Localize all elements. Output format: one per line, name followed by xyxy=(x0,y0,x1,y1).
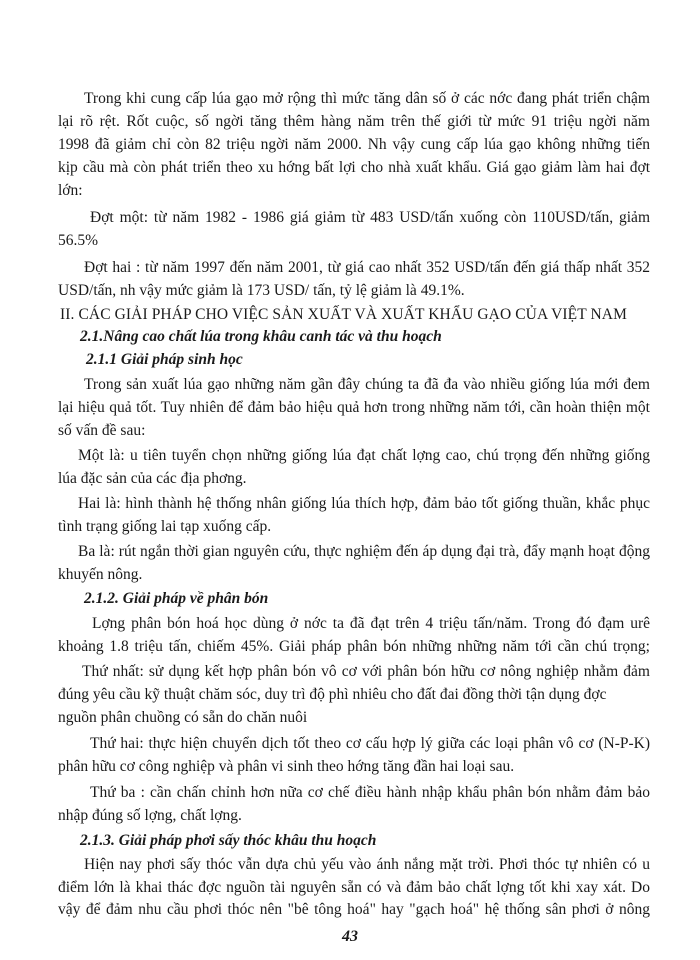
page-number: 43 xyxy=(342,928,358,945)
paragraph-line: số vấn đề sau: xyxy=(58,422,146,439)
paragraph-line: Trong khi cung cấp lúa gạo mở rộng thì mức tăng dân số ở các nớc đang phát triển chậm xyxy=(84,90,650,107)
paragraph-line: Ba là: rút ngắn thời gian nguyên cứu, thực nghiệm đến áp dụng đại trà, đẩy mạnh hoạt động xyxy=(78,543,650,560)
subsection-heading: 2.1.Nâng cao chất lúa trong khâu canh tác và thu hoạch xyxy=(80,328,442,345)
paragraph-line: lớn: xyxy=(58,182,83,199)
subsubsection-heading: 2.1.3. Giải pháp phơi sấy thóc khâu thu hoạch xyxy=(80,832,377,849)
paragraph-line: kịp cầu mà còn phát triển theo xu hớng bất lợi cho nhà xuất khẩu. Giá gạo giảm làm hai đợt xyxy=(58,159,650,176)
paragraph-line: phân hữu cơ công nghiệp và phân vi sinh theo hớng tăng đần hai loại sau. xyxy=(58,758,515,775)
subsubsection-heading: 2.1.1 Giải pháp sinh học xyxy=(86,351,243,368)
paragraph-line: Hai là: hình thành hệ thống nhân giống lúa thích hợp, đảm bảo tốt giống thuần, khắc phục xyxy=(78,495,650,512)
paragraph-line: Trong sản xuất lúa gạo những năm gần đây chúng ta đã đa vào nhiều giống lúa mới đem xyxy=(84,376,650,393)
subsubsection-heading: 2.1.2. Giải pháp về phân bón xyxy=(84,590,269,607)
paragraph-line: khuyến nông. xyxy=(58,566,143,583)
paragraph-line: tình trạng giống lai tạp xuống cấp. xyxy=(58,518,272,535)
paragraph-line: lúa đặc sản của các địa phơng. xyxy=(58,470,247,487)
paragraph-line: lại rõ rệt. Rốt cuộc, số ngời tăng thêm hàng năm trên thế giới từ mức 91 triệu ngời năm xyxy=(58,113,650,130)
paragraph-line: khoảng 1.8 triệu tấn, chiếm 45%. Giải pháp phân bón những những năm tới cần chú trọng; xyxy=(58,638,650,655)
paragraph-line: điểm lớn là khai thác đợc nguồn tài nguyên sẵn có và đảm bảo chất lợng tốt khi xay xát. Do xyxy=(58,879,650,896)
paragraph-line: Thứ hai: thực hiện chuyển dịch tốt theo cơ cấu hợp lý giữa các loại phân vô cơ (N-P-K) xyxy=(90,735,650,752)
paragraph-line: 1998 đã giảm chỉ còn 82 triệu ngời năm 2000. Nh vậy cung cấp lúa gạo không những tiến xyxy=(58,136,650,153)
paragraph-line: Hiện nay phơi sấy thóc vẫn dựa chủ yếu vào ánh nắng mặt trời. Phơi thóc tự nhiên có u xyxy=(84,856,650,873)
paragraph-line: Đợt một: từ năm 1982 - 1986 giá giảm từ 483 USD/tấn xuống còn 110USD/tấn, giảm xyxy=(90,209,650,226)
paragraph-line: vậy để đảm nhu cầu phơi thóc nên "bê tông hoá" hay "gạch hoá" hệ thống sân phơi ở nông xyxy=(58,901,650,918)
paragraph-line: Lợng phân bón hoá học dùng ở nớc ta đã đạt trên 4 triệu tấn/năm. Trong đó đạm urê xyxy=(92,615,650,632)
paragraph-line: USD/tấn, nh vậy mức giảm là 173 USD/ tấn, tỷ lệ giảm là 49.1%. xyxy=(58,282,465,299)
paragraph-line: 56.5% xyxy=(58,232,99,249)
paragraph-line: nguồn phân chuồng có sẵn do chăn nuôi xyxy=(58,709,308,726)
paragraph-line: lại hiệu quả tốt. Tuy nhiên để đảm bảo hiệu quả hơn trong những năm tới, cần hoàn thiện một xyxy=(58,399,650,416)
paragraph-line: Một là: u tiên tuyển chọn những giống lúa đạt chất lợng cao, chú trọng đến những giống xyxy=(78,447,650,464)
paragraph-line: Thứ nhất: sử dụng kết hợp phân bón vô cơ với phân bón hữu cơ nông nghiệp nhằm đảm xyxy=(82,663,650,680)
section-heading: II. CÁC GIẢI PHÁP CHO VIỆC SẢN XUẤT VÀ XUẤT KHẨU GẠO CỦA VIỆT NAM xyxy=(60,306,627,323)
paragraph-line: Đợt hai : từ năm 1997 đến năm 2001, từ giá cao nhất 352 USD/tấn đến giá thấp nhất 352 xyxy=(84,259,650,276)
paragraph-line: đúng yêu cầu kỹ thuật chăm sóc, duy trì độ phì nhiêu cho đất đai đồng thời tận dụng đợc xyxy=(58,686,607,703)
paragraph-line: nhập đúng số lợng, chất lợng. xyxy=(58,807,242,824)
paragraph-line: Thứ ba : cần chấn chỉnh hơn nữa cơ chế điều hành nhập khẩu phân bón nhằm đảm bảo xyxy=(90,784,650,801)
